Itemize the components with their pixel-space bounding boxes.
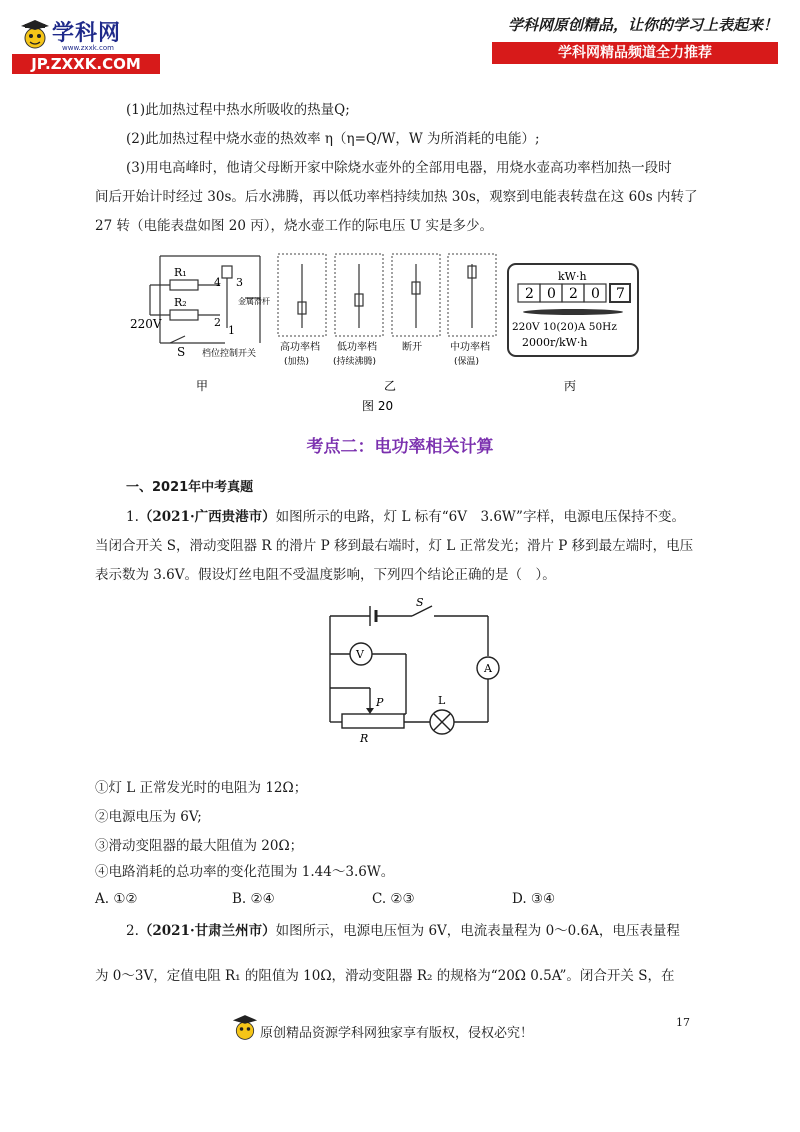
logo-subtitle: www.zxxk.com — [62, 44, 114, 52]
label-s: S — [177, 345, 186, 359]
q1-circuit-diagram — [320, 596, 500, 746]
q1-option-d[interactable]: D. ③④ — [512, 891, 556, 907]
q2-line2: 为 0～3V，定值电阻 R₁ 的阻值为 10Ω，滑动变阻器 R₂ 的规格为“20Ω 0.5A”。闭合开关 S，在 — [95, 968, 675, 984]
label-n4: 4 — [214, 276, 221, 289]
mascot-icon — [20, 20, 50, 52]
q1-label-s: S — [416, 596, 424, 609]
q1-number: 1. — [126, 509, 139, 525]
label-switch-control: 档位控制开关 — [202, 349, 257, 359]
panel2-sublabel: (持续沸腾) — [333, 357, 377, 367]
panel3-label: 断开 — [402, 342, 422, 353]
section-subtitle: 一、2021年中考真题 — [126, 480, 254, 495]
q1-label-a: A — [484, 662, 492, 675]
label-220v: 220V — [130, 317, 162, 331]
q1-statement-2: ②电源电压为 6V; — [95, 809, 202, 825]
figure-20 — [130, 248, 670, 418]
label-r1: R₁ — [174, 266, 187, 279]
page-header — [0, 0, 800, 80]
q1-option-a[interactable]: A. ①② — [95, 891, 138, 907]
label-yi: 乙 — [384, 379, 397, 393]
panel4-sublabel: (保温) — [454, 357, 480, 367]
header-slogan: 学科网原创精品，让你的学习上表起来！ — [507, 16, 778, 34]
panel2-label: 低功率档 — [337, 342, 377, 353]
q2-number: 2. — [126, 923, 139, 939]
label-metal: 金属滑杆 — [238, 297, 270, 306]
meter-digit-1: 2 — [525, 286, 534, 302]
q1-line2: 当闭合开关 S，滑动变阻器 R 的滑片 P 移到最右端时，灯 L 正常发光；滑片 P 移到最左端时，电压 — [95, 538, 694, 554]
meter-spec: 220V 10(20)A 50Hz — [512, 321, 617, 333]
q2-source: （2021·甘肃兰州市） — [138, 923, 276, 939]
footer-copyright: 原创精品资源学科网独家享有版权，侵权必究！ — [260, 1026, 534, 1041]
site-logo[interactable] — [12, 14, 162, 74]
q1-label-p: P — [376, 696, 384, 709]
q1-label-r: R — [360, 732, 369, 745]
q2-line1 — [126, 921, 680, 941]
prev-q3-line3: 27 转（电能表盘如图 20 丙），烧水壶工作的际电压 U 实是多少。 — [95, 218, 493, 234]
q1-statement-1: ①灯 L 正常发光时的电阻为 12Ω； — [95, 780, 308, 796]
q1-statement-3: ③滑动变阻器的最大阻值为 20Ω； — [95, 838, 304, 854]
prev-q3-line2: 间后开始计时经过 30s。后水沸腾，再以低功率档持续加热 30s，观察到电能表转盘在这 60s 内转了 — [95, 189, 698, 205]
meter-digit-3: 2 — [569, 286, 578, 302]
meter-unit: kW·h — [558, 270, 587, 283]
figure-caption: 图 20 — [362, 399, 394, 413]
prev-q2: (2)此加热过程中烧水壶的热效率 η（η=Q/W，W 为所消耗的电能）; — [126, 131, 540, 147]
q1-line3: 表示数为 3.6V。假设灯丝电阻不受温度影响，下列四个结论正确的是（ ）。 — [95, 567, 556, 583]
q1-option-b[interactable]: B. ②④ — [232, 891, 275, 907]
prev-q3-line1: (3)用电高峰时，他请父母断开家中除烧水壶外的全部用电器，用烧水壶高功率档加热一段时 — [126, 160, 672, 176]
logo-url-banner: JP.ZXXK.COM — [12, 54, 160, 74]
label-r2: R₂ — [174, 296, 187, 309]
prev-q1: (1)此加热过程中热水所吸收的热量Q; — [126, 102, 350, 118]
meter-digit-2: 0 — [547, 286, 556, 302]
section-title: 考点二：电功率相关计算 — [306, 437, 494, 457]
meter-disc — [523, 309, 623, 315]
meter-digit-5: 7 — [616, 286, 625, 302]
label-jia: 甲 — [196, 379, 209, 393]
footer-mascot-icon — [232, 1014, 258, 1044]
label-bing: 丙 — [564, 379, 577, 393]
q1-label-v: V — [356, 648, 364, 661]
label-n3: 3 — [236, 276, 243, 289]
q1-option-c[interactable]: C. ②③ — [372, 891, 415, 907]
panel1-label: 高功率档 — [280, 342, 320, 353]
q1-source: （2021·广西贵港市） — [138, 509, 276, 525]
logo-name: 学科网 — [52, 21, 122, 46]
meter-rate: 2000r/kW·h — [522, 336, 588, 349]
panel1-sublabel: (加热) — [284, 357, 310, 367]
page-number: 17 — [676, 1016, 690, 1029]
q2-text: 如图所示，电源电压恒为 6V，电流表量程为 0～0.6A，电压表量程 — [275, 923, 680, 939]
q1-label-l: L — [438, 694, 446, 707]
panel4-label: 中功率档 — [450, 342, 490, 353]
q1-statement-4: ④电路消耗的总功率的变化范围为 1.44～3.6W。 — [95, 864, 395, 880]
q1-text: 如图所示的电路，灯 L 标有“6V 3.6W”字样，电源电压保持不变。 — [275, 509, 685, 525]
q1-line1 — [126, 507, 685, 527]
meter-digit-4: 0 — [591, 286, 600, 302]
header-slogan-banner: 学科网精品频道全力推荐 — [492, 42, 778, 64]
figure-20-yi-panels — [278, 254, 496, 336]
label-n2: 2 — [214, 316, 221, 329]
label-n1: 1 — [228, 324, 235, 337]
